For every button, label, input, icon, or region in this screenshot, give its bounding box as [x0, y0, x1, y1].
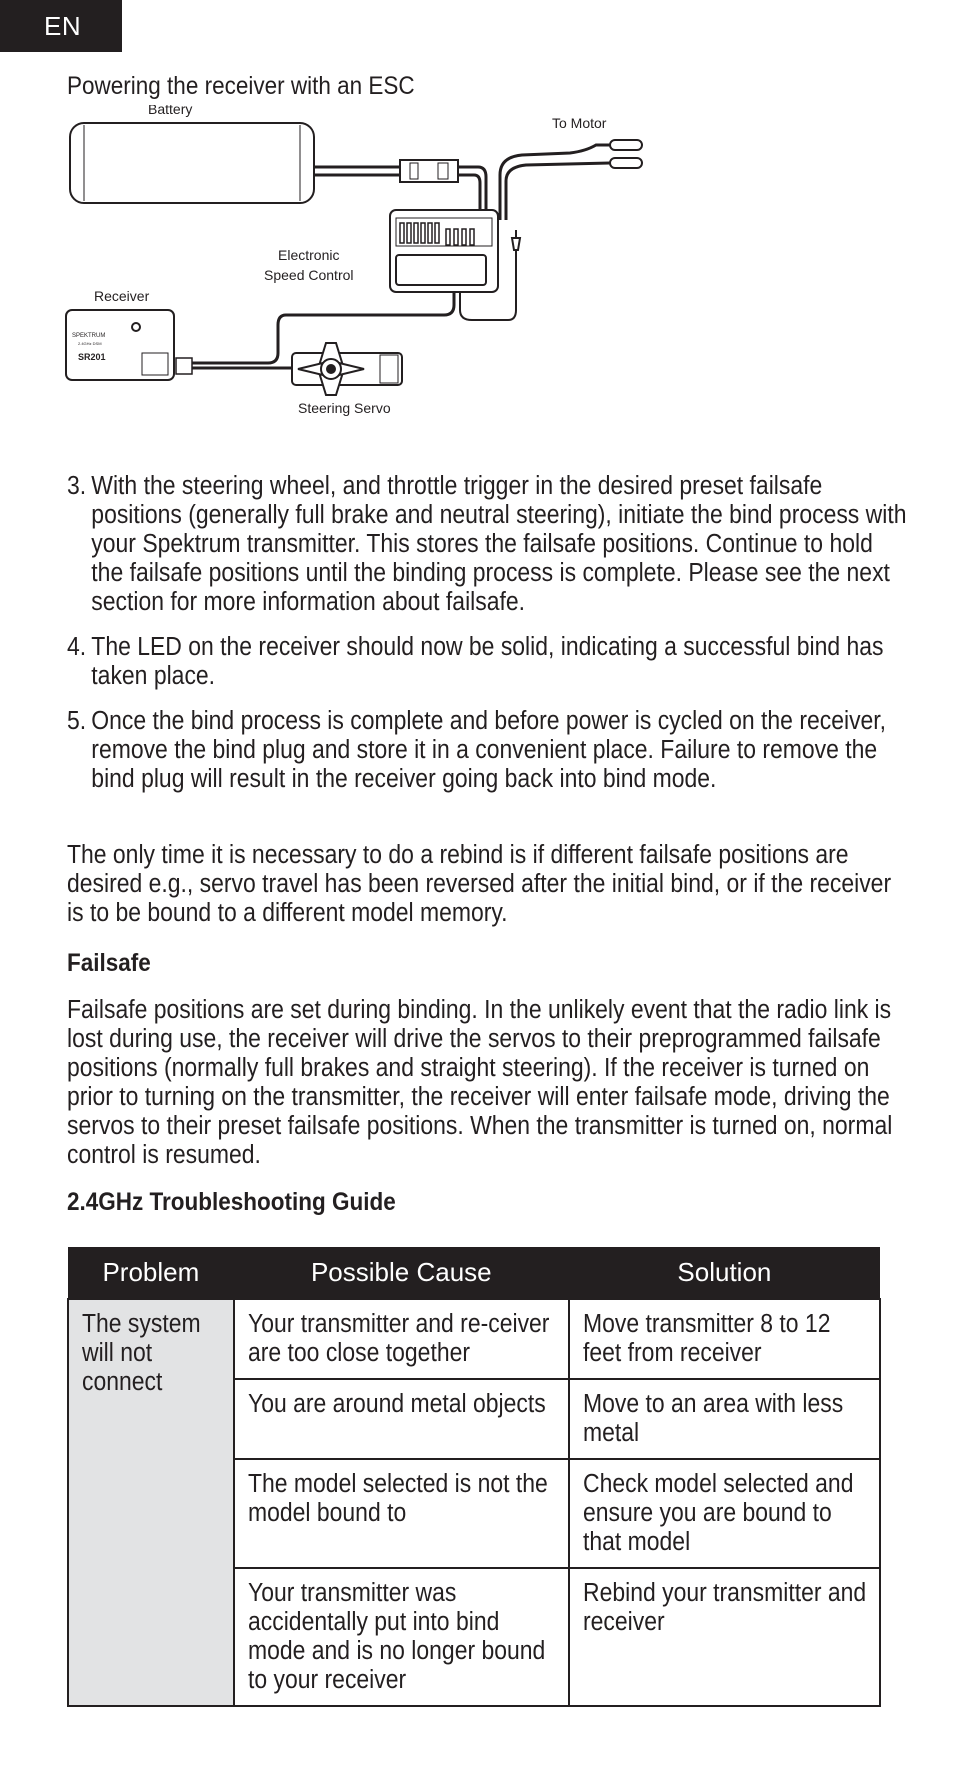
- receiver-label: Receiver: [94, 288, 150, 304]
- solution-cell: Rebind your transmitter and receiver: [569, 1568, 880, 1706]
- column-header-cause: Possible Cause: [234, 1247, 569, 1299]
- rebind-paragraph: The only time it is necessary to do a rebind is if different failsafe positions are desired e.g., servo travel has been reversed after the initial bind, or if the receiver is to be bound to a different model memory.: [67, 841, 892, 927]
- battery-pack: [70, 123, 314, 203]
- cause-cell: You are around metal objects: [234, 1379, 569, 1459]
- esc-label-line1: Electronic: [278, 247, 340, 263]
- esc-label-line2: Speed Control: [264, 267, 354, 283]
- failsafe-paragraph: Failsafe positions are set during binding. In the unlikely event that the radio link is lost during use, the receiver will drive the servos to their preprogrammed failsafe positions (normally full brakes and straight steering). If the receiver is turned on prior to turning on the transmitter, the receiver will enter failsafe mode, driving the servos to their preset failsafe positions. When the transmitter is turned on, normal control is resumed.: [67, 996, 893, 1169]
- receiver-band: 2.4GHz DSM: [78, 341, 102, 346]
- list-item: 4. The LED on the receiver should now be solid, indicating a successful bind has taken place.: [67, 633, 884, 690]
- motor-connector-1: [610, 140, 642, 150]
- failsafe-heading: Failsafe: [67, 949, 151, 977]
- solution-cell: Check model selected and ensure you are bound to that model: [569, 1459, 880, 1568]
- table-row: [68, 1299, 880, 1379]
- section-title: Powering the receiver with an ESC: [67, 72, 415, 100]
- battery-label: Battery: [148, 105, 193, 117]
- cause-cell: Your transmitter was accidentally put into bind mode and is no longer bound to your receiver: [234, 1568, 569, 1706]
- language-tab: EN: [0, 0, 122, 52]
- receiver-model: SR201: [78, 352, 106, 362]
- troubleshooting-heading: 2.4GHz Troubleshooting Guide: [67, 1188, 396, 1216]
- troubleshooting-table: [67, 1247, 881, 1707]
- problem-cell: The system will not connect: [68, 1299, 234, 1706]
- solution-cell: Move transmitter 8 to 12 feet from receiver: [569, 1299, 880, 1379]
- binding-steps: [67, 472, 909, 810]
- motor-connector-2: [610, 158, 642, 168]
- list-item: 5. Once the bind process is complete and before power is cycled on the receiver, remove the bind plug and store it in a convenient place. Failure to remove the bind plug will result in the receiver going back into bind mode.: [67, 707, 887, 793]
- cause-cell: The model selected is not the model bound to: [234, 1459, 569, 1568]
- receiver-brand: SPEKTRUM: [72, 333, 106, 339]
- servo-label: Steering Servo: [298, 400, 391, 416]
- battery-connector: [400, 160, 458, 182]
- cause-cell: Your transmitter and re-ceiver are too close together: [234, 1299, 569, 1379]
- wiring-diagram: [60, 105, 700, 475]
- column-header-solution: Solution: [569, 1247, 880, 1299]
- list-item: 3. With the steering wheel, and throttle trigger in the desired preset failsafe positions (generally full brake and neutral steering), initiate the bind process with your Spektrum transmitter. This stores the failsafe positions. Continue to hold the failsafe positions until the binding process is complete. Please see the next section for more information about failsafe.: [67, 472, 907, 616]
- solution-cell: Move to an area with less metal: [569, 1379, 880, 1459]
- motor-label: To Motor: [552, 115, 607, 131]
- column-header-problem: Problem: [68, 1247, 234, 1299]
